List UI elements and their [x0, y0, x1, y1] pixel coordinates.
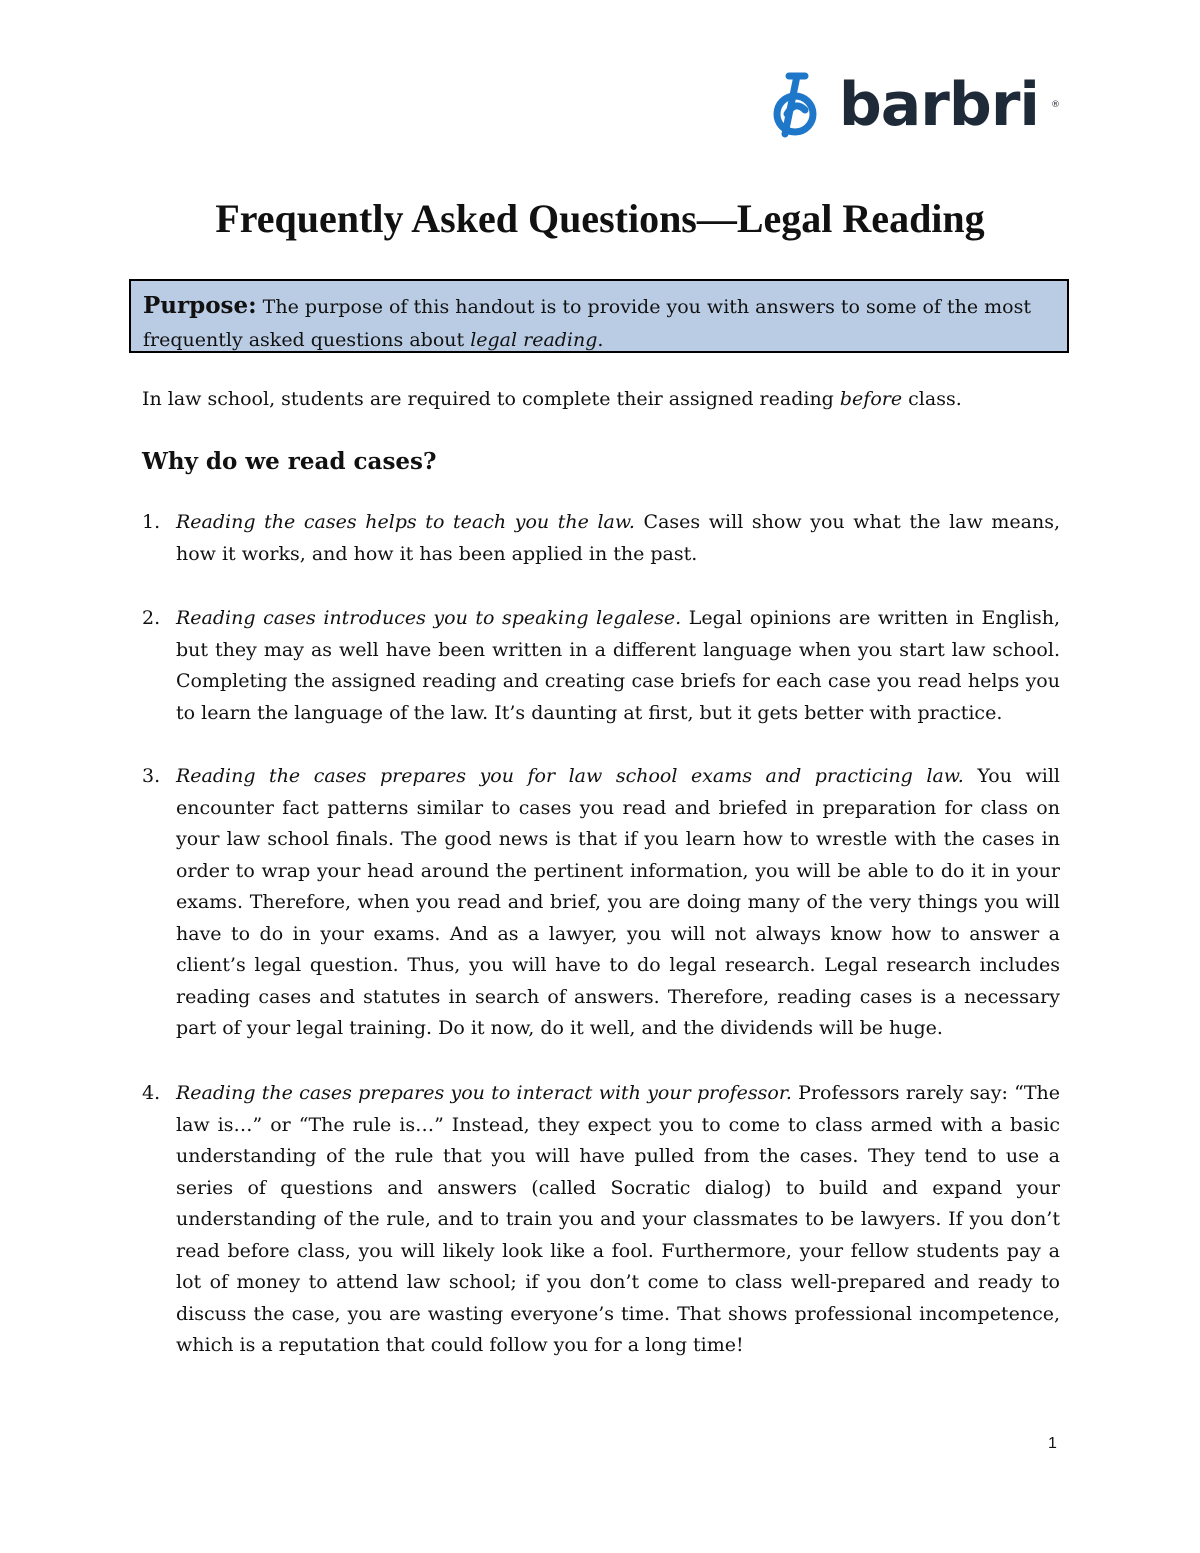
faq-lead: Reading the cases prepares you to interact with your professor.: [176, 1082, 792, 1104]
faq-item: [142, 761, 1062, 1045]
faq-body: Cases will show you what the law means, how it works, and how it has been applied in the past.: [176, 511, 1060, 565]
faq-lead: Reading the cases helps to teach you the law.: [176, 511, 635, 533]
faq-lead: Reading the cases prepares you for law school exams and practicing law.: [176, 765, 964, 787]
registered-mark: ®: [1051, 100, 1060, 110]
intro-emphasis: before: [839, 388, 903, 410]
faq-body: You will encounter fact patterns similar to cases you read and briefed in preparation for class on your law school finals. The good news is that if you learn how to wrestle with the cases in order to wrap your head around the pertinent information, you will be able to do it in your exams. Therefore, when you read and brief, you are doing many of the very things you will have to do in your exams. And as a lawyer, you will not always know how to answer a client’s legal question. Thus, you will have to do legal research. Legal research includes reading cases and statutes in search of answers. Therefore, reading cases is a necessary part of your legal training. Do it now, do it well, and the dividends will be huge.: [176, 765, 1060, 1039]
page-title: Frequently Asked Questions—Legal Reading: [215, 196, 985, 241]
faq-item: [142, 603, 1062, 729]
faq-item: [142, 1078, 1062, 1362]
purpose-text: The purpose of this handout is to provide you with answers to some of the most frequently asked questions about: [143, 296, 1031, 351]
faq-lead: Reading cases introduces you to speaking legalese.: [176, 607, 682, 629]
purpose-emphasis: legal reading: [470, 329, 598, 351]
faq-body: Professors rarely say: “The law is…” or “The rule is…” Instead, they expect you to come to class armed with a basic understanding of the rule that you will have pulled from the cases. They tend to use a series of questions and answers (called Socratic dialog) to build and expand your understanding of the rule, and to train you and your classmates to be lawyers. If you don’t read before class, you will likely look like a fool. Furthermore, your fellow students pay a lot of money to attend law school; if you don’t come to class well-prepared and ready to discuss the case, you are wasting everyone’s time. That shows professional incompetence, which is a reputation that could follow you for a long time!: [176, 1082, 1060, 1356]
faq-text: [176, 1078, 1060, 1362]
barbri-logo: [765, 70, 1060, 140]
brand-wordmark: barbri: [838, 70, 1039, 140]
faq-number: 3.: [142, 765, 161, 787]
faq-text: [176, 507, 1060, 570]
faq-number: 1.: [142, 511, 161, 533]
purpose-text-end: .: [597, 329, 604, 351]
intro-text: In law school, students are required to complete their assigned reading: [142, 388, 840, 410]
page-number: 1: [1048, 1435, 1057, 1452]
faq-body: Legal opinions are written in English, but they may as well have been written in a different language when you start law school. Completing the assigned reading and creating case briefs for each case you read helps you to learn the language of the law. It’s daunting at first, but it gets better with practice.: [176, 607, 1060, 724]
faq-number: 4.: [142, 1082, 161, 1104]
barbri-mark-icon: [765, 70, 829, 140]
purpose-box: [129, 279, 1069, 353]
faq-number: 2.: [142, 607, 161, 629]
section-heading: Why do we read cases?: [142, 448, 437, 475]
faq-item: [142, 507, 1062, 570]
purpose-label: Purpose:: [143, 292, 257, 319]
faq-text: [176, 761, 1060, 1045]
faq-text: [176, 603, 1060, 729]
intro-text-end: class.: [902, 388, 962, 410]
intro-paragraph: [142, 388, 1062, 410]
